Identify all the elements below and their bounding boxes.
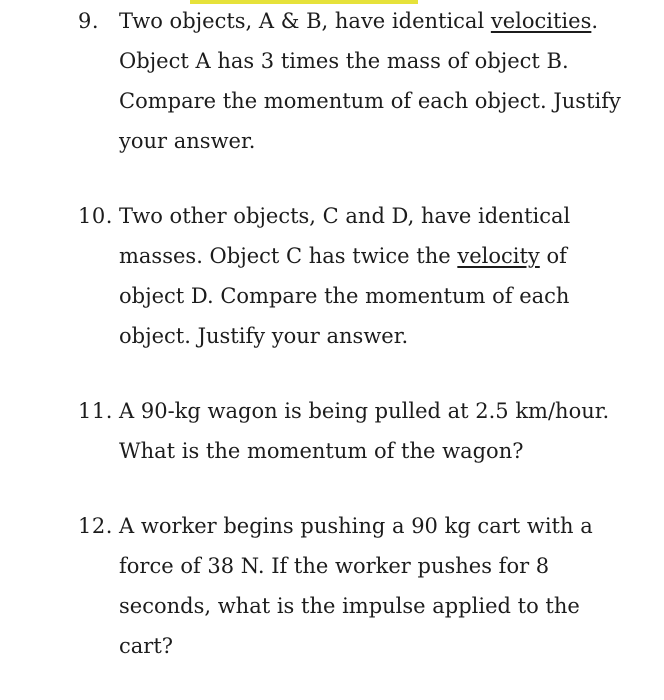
question-text xyxy=(119,506,638,666)
question-line: your answer. xyxy=(119,129,256,153)
text-segment: Two objects, A & B, have identical xyxy=(119,9,491,33)
question-line: Compare the momentum of each object. Justify xyxy=(119,89,621,113)
question-line: A 90-kg wagon is being pulled at 2.5 km/hour. xyxy=(119,399,610,423)
question-line: cart? xyxy=(119,634,174,658)
question-line: force of 38 N. If the worker pushes for 8 xyxy=(119,554,550,578)
underlined-term: velocities xyxy=(490,9,592,33)
question-line: object. Justify your answer. xyxy=(119,324,409,348)
question-12 xyxy=(78,506,638,666)
question-line xyxy=(119,1,638,41)
question-line: object D. Compare the momentum of each xyxy=(119,284,570,308)
text-segment: masses. Object C has twice the xyxy=(119,244,458,268)
question-line xyxy=(119,236,638,276)
question-number: 12. xyxy=(78,514,113,538)
question-line: A worker begins pushing a 90 kg cart with a xyxy=(119,514,593,538)
question-number: 9. xyxy=(78,9,100,33)
text-segment: of xyxy=(539,244,567,268)
question-11 xyxy=(78,391,638,471)
question-line: What is the momentum of the wagon? xyxy=(119,439,524,463)
question-text xyxy=(119,391,638,471)
question-text xyxy=(119,1,638,161)
question-text xyxy=(119,196,638,356)
underlined-term: velocity xyxy=(457,244,540,268)
question-10 xyxy=(78,196,638,356)
question-line: Two other objects, C and D, have identical xyxy=(119,204,571,228)
text-segment: . xyxy=(591,9,599,33)
question-line: Object A has 3 times the mass of object B. xyxy=(119,49,569,73)
question-number: 10. xyxy=(78,204,113,228)
question-9 xyxy=(78,1,638,161)
question-number: 11. xyxy=(78,399,113,423)
question-line: seconds, what is the impulse applied to the xyxy=(119,594,580,618)
